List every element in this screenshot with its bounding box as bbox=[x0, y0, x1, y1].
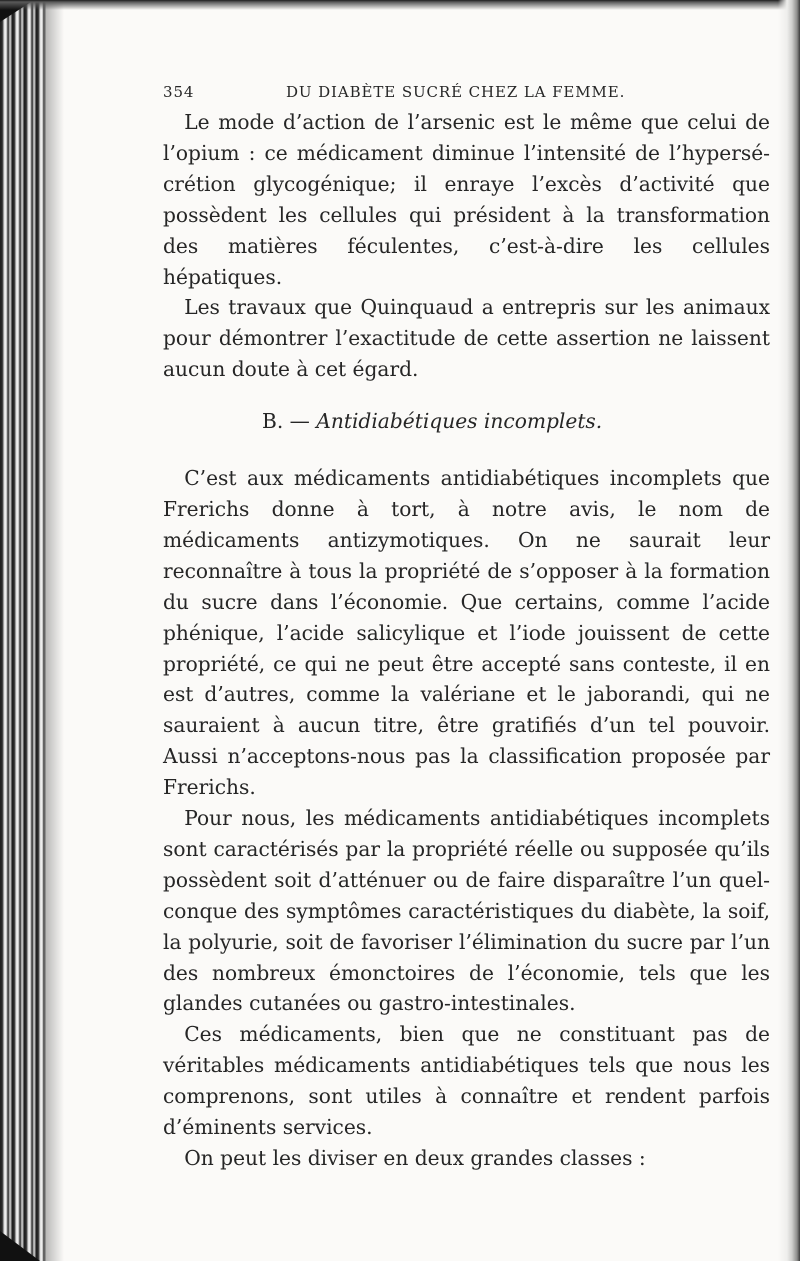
book-spine bbox=[0, 0, 46, 1261]
page-number: 354 bbox=[163, 83, 195, 101]
paragraph-definition: Pour nous, les médicaments antidiabétiques incomplets sont caractérisés par la propriété réelle ou supposée qu’ils possèdent soit d’atténuer ou de faire disparaître l’un quelconque des symptômes caractéristiques du diabète, la soif, la polyurie, soit de favoriser l’élimination du sucre par l’un des nombreux émonctoires de l’économie, tels que les glandes cutanées ou gastro-intestinales. bbox=[163, 806, 770, 1016]
running-header bbox=[163, 77, 770, 107]
section-heading bbox=[163, 406, 770, 437]
gutter-shadow bbox=[44, 0, 64, 1261]
section-prefix: B. — bbox=[262, 409, 317, 434]
paragraph-quinquaud: Les travaux que Quinquaud a entrepris sur les animaux pour démontrer l’exactitude de cette assertion ne laissent aucun doute à cet égard. bbox=[163, 295, 770, 382]
paragraph-classes: On peut les diviser en deux grandes classes : bbox=[184, 1146, 646, 1170]
paragraph-utility: Ces médicaments, bien que ne constituant pas de véritables médicaments antidiabétiques tels que nous les comprenons, sont utiles à connaître et rendent parfois d’éminents services. bbox=[163, 1022, 770, 1140]
page-top-edge bbox=[0, 0, 800, 10]
section-title: Antidiabétiques incomplets. bbox=[316, 409, 603, 434]
paragraph-arsenic: Le mode d’action de l’arsenic est le même que celui de l’opium : ce médicament diminue l’intensité de l’hypersécrétion glycogénique; il enraye l’excès d’activité que possèdent les cellules qui président à la transformation des matières féculentes, c’est-à-dire les cellules hépatiques. bbox=[163, 110, 770, 289]
page-right-edge bbox=[778, 0, 800, 1261]
running-title: DU DIABÈTE SUCRÉ CHEZ LA FEMME. bbox=[286, 83, 626, 101]
paragraph-frerichs: C’est aux médicaments antidiabétiques incomplets que Frerichs donne à tort, à notre avis, le nom de médicaments antizymotiques. On ne saurait leur reconnaître à tous la propriété de s’opposer à la formation du sucre dans l’économie. Que certains, comme l’acide phénique, l’acide salicylique et l’iode jouissent de cette propriété, ce qui ne peut être accepté sans conteste, il en est d’autres, comme la valériane et le jaborandi, qui ne sauraient à aucun titre, être gratifiés d’un tel pouvoir. Aussi n’acceptons-nous pas la classification proposée par Frerichs. bbox=[163, 466, 770, 800]
page-text-block bbox=[163, 77, 770, 1174]
